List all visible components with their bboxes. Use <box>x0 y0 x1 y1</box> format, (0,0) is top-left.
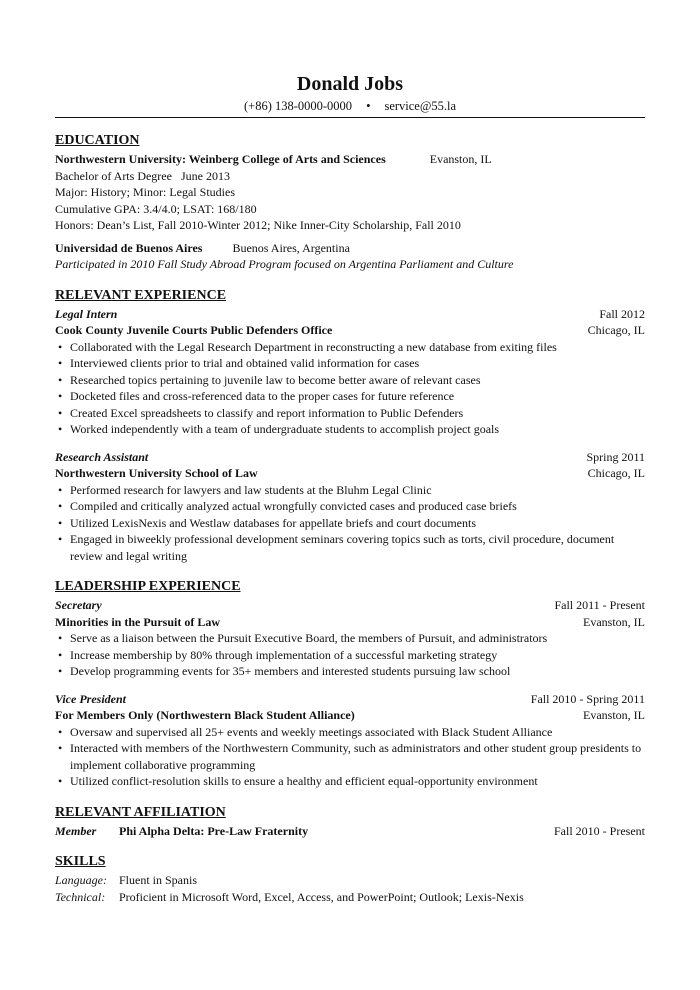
job-organization: Northwestern University School of Law <box>55 466 258 480</box>
affiliation-organization: Phi Alpha Delta: Pre-Law Fraternity <box>119 823 309 838</box>
job-location: Chicago, IL <box>587 466 645 480</box>
job-bullets <box>55 482 645 565</box>
education-school2: Universidad de Buenos Aires <box>55 240 203 255</box>
leadership-entry <box>55 597 645 680</box>
affiliation-role: Member <box>55 823 97 838</box>
job-date: Fall 2012 <box>599 306 645 321</box>
affiliation-row <box>55 823 645 840</box>
education-heading: EDUCATION <box>55 133 140 148</box>
bullet-item: • Researched topics pertaining to juvenile law to become better aware of relevant cases <box>55 372 645 389</box>
job-date: Spring 2011 <box>586 449 645 464</box>
leadership-role: Vice President <box>55 691 126 706</box>
skill-technical-label: Technical: <box>55 889 106 904</box>
bullet-item: • Serve as a liaison between the Pursuit Executive Board, the members of Pursuit, and administrators <box>55 630 645 647</box>
leadership-date: Fall 2010 - Spring 2011 <box>530 691 645 706</box>
education-school2-row <box>55 240 645 257</box>
education-school1-row <box>55 151 645 168</box>
education-degree-date: June 2013 <box>180 168 230 183</box>
leadership-heading: LEADERSHIP EXPERIENCE <box>55 579 241 594</box>
experience-heading: RELEVANT EXPERIENCE <box>55 287 227 303</box>
bullet-item: • Interviewed clients prior to trial and obtained valid information for cases <box>55 355 645 372</box>
bullet-item: • Develop programming events for 35+ members and interested students pursuing law school <box>55 663 645 680</box>
bullet-item: • Created Excel spreadsheets to classify and report information to Public Defenders <box>55 405 645 422</box>
affiliation-heading: RELEVANT AFFILIATION <box>55 804 226 820</box>
header-divider <box>55 117 645 118</box>
leadership-organization: Minorities in the Pursuit of Law <box>55 614 220 629</box>
leadership-role: Secretary <box>55 598 102 612</box>
experience-entry <box>55 306 645 438</box>
job-role: Research Assistant <box>55 449 149 464</box>
education-school2-location: Buenos Aires, Argentina <box>232 240 350 255</box>
job-organization: Cook County Juvenile Courts Public Defenders Office <box>55 323 333 337</box>
leadership-bullets <box>55 724 645 790</box>
leadership-date: Fall 2011 - Present <box>554 598 645 612</box>
skills-heading: SKILLS <box>55 854 106 869</box>
bullet-item: • Performed research for lawyers and law students at the Bluhm Legal Clinic <box>55 482 645 499</box>
bullet-item: • Docketed files and cross-referenced data to the proper cases for future reference <box>55 388 645 405</box>
skill-language-value: Fluent in Spanis <box>119 873 198 887</box>
leadership-location: Evanston, IL <box>583 614 645 629</box>
skill-technical-row <box>55 889 645 906</box>
candidate-name: Donald Jobs <box>296 73 404 95</box>
affiliation-date: Fall 2010 - Present <box>554 823 645 838</box>
education-school1: Northwestern University: Weinberg College of Arts and Sciences <box>55 152 386 166</box>
bullet-item: • Utilized conflict-resolution skills to ensure a healthy and efficient equal-opportunity environment <box>55 773 645 790</box>
job-bullets <box>55 339 645 438</box>
bullet-item: • Utilized LexisNexis and Westlaw databases for appellate briefs and court documents <box>55 515 645 532</box>
leadership-bullets <box>55 630 645 680</box>
education-school1-location: Evanston, IL <box>429 152 492 166</box>
leadership-organization: For Members Only (Northwestern Black Student Alliance) <box>55 708 355 722</box>
skill-language-row <box>55 872 645 889</box>
phone-number: (+86) 138-0000-0000 <box>243 99 353 113</box>
email-address: service@55.la <box>384 99 457 113</box>
education-degree-row <box>55 168 645 185</box>
job-location: Chicago, IL <box>587 323 645 337</box>
bullet-item: • Worked independently with a team of undergraduate students to accomplish project goals <box>55 421 645 438</box>
education-major: Major: History; Minor: Legal Studies <box>55 185 235 199</box>
bullet-item: • Collaborated with the Legal Research Department in reconstructing a new database from exiting files <box>55 339 645 356</box>
contact-line <box>55 98 645 114</box>
experience-entry <box>55 449 645 565</box>
job-role: Legal Intern <box>55 306 118 321</box>
skill-language-label: Language: <box>55 873 107 887</box>
education-honors: Honors: Dean’s List, Fall 2010-Winter 2012; Nike Inner-City Scholarship, Fall 2010 <box>55 218 461 232</box>
skill-technical-value: Proficient in Microsoft Word, Excel, Access, and PowerPoint; Outlook; Lexis-Nexis <box>119 889 524 904</box>
education-degree: Bachelor of Arts Degree <box>55 168 172 183</box>
bullet-item: • Interacted with members of the Northwestern Community, such as administrators and other student group presidents to implement collaborative programming <box>55 740 645 773</box>
bullet-item: • Engaged in biweekly professional development seminars covering topics such as torts, civil procedure, document review and legal writing <box>55 531 645 564</box>
contact-separator: • <box>366 99 371 113</box>
education-gpa: Cumulative GPA: 3.4/4.0; LSAT: 168/180 <box>55 201 257 216</box>
bullet-item: • Compiled and critically analyzed actual wrongfully convicted cases and produced case briefs <box>55 498 645 515</box>
education-school2-note: Participated in 2010 Fall Study Abroad Program focused on Argentina Parliament and Culture <box>55 257 514 271</box>
bullet-item: • Oversaw and supervised all 25+ events and weekly meetings associated with Black Student Alliance <box>55 724 645 741</box>
leadership-location: Evanston, IL <box>583 708 645 722</box>
leadership-entry <box>55 691 645 790</box>
bullet-item: • Increase membership by 80% through implementation of a successful marketing strategy <box>55 647 645 664</box>
